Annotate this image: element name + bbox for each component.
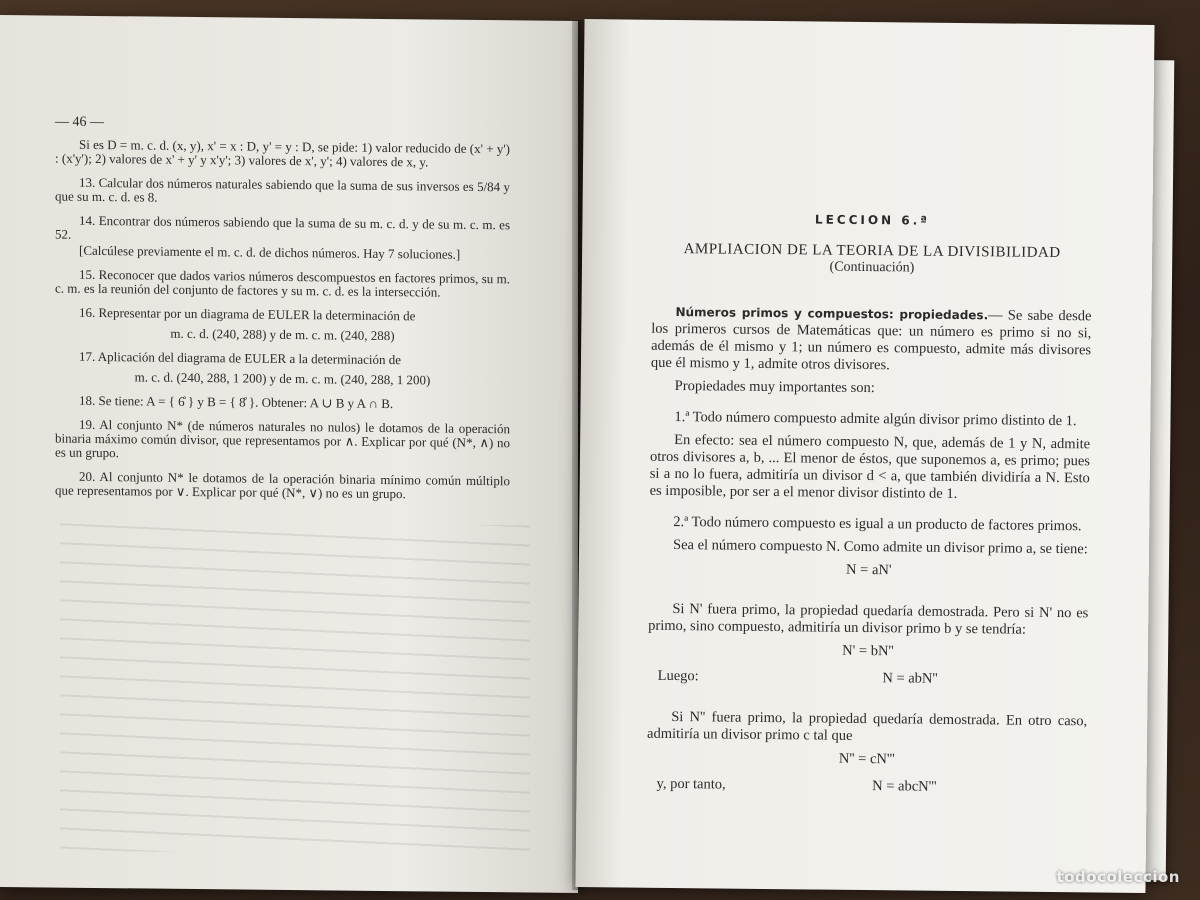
exercise-19: 19. Al conjunto N* (de números naturales no nulos) le dotamos de la operación binaria máximo común divisor, que representamos por ∧. Explicar por qué (N*, ∧) no es un grupo. — [55, 416, 510, 461]
exercise-14-hint: [Calcúlese previamente el m. c. d. de dichos números. Hay 7 soluciones.] — [79, 242, 461, 262]
property-2-step: Si N' fuera primo, la propiedad quedaría demostrada. Pero si N' no es primo, sino compuesto, admitiría un divisor primo b y se tendría: — [648, 600, 1089, 638]
por-tanto-line — [646, 776, 1086, 798]
formula-1: N = aN' — [846, 561, 892, 579]
exercise-17-formula: m. c. d. (240, 288, 1 200) y de m. c. m. (240, 288, 1 200) — [134, 369, 431, 388]
show-through-text — [60, 521, 530, 856]
property-2: 2.ª Todo número compuesto es igual a un producto de factores primos. — [673, 513, 1082, 535]
exercise-17: 17. Aplicación del diagrama de EULER a la determinación de — [79, 348, 401, 368]
por-tanto-label: y, por tanto, — [656, 775, 726, 793]
property-1-proof: En efecto: sea el número compuesto N, que, además de 1 y N, admite otros divisores a, b, ... El menor de éstos, que suponemos a, es primo; pues si a no lo fuera, admitiría un divisor d < a, que también dividiría a N. Esto es imposible, por ser a el menor divisor distinto de 1. — [649, 432, 1091, 502]
luego-line — [648, 668, 1088, 690]
section-body: — Se sabe desde los primeros cursos de Matemáticas que: un número es primo si no si, además de él mismo y 1; un número es compuesto, admite más divisores que él mismo y 1, admite otros divisores. — [650, 307, 1092, 374]
property-2-text: Sea el número compuesto N. Como admite un divisor primo a, se tiene: — [672, 536, 1088, 558]
formula-3: N = abN'' — [882, 670, 938, 687]
exercise-16: 16. Representar por un diagrama de EULER la determinación de — [79, 304, 416, 324]
exercise-13: 13. Calcular dos números naturales sabiendo que la suma de sus inversos es 5/84 y que su m. c. d. es 8. — [55, 174, 510, 205]
exercise-18: 18. Se tiene: A = { 6̊ } y B = { 8̊ }. Obtener: A ∪ B y A ∩ B. — [79, 392, 394, 412]
right-page — [575, 19, 1154, 893]
section-intro — [651, 304, 1092, 377]
right-page-text — [646, 210, 1092, 804]
page-number: — 46 — — [55, 114, 104, 131]
left-page — [0, 15, 578, 893]
section-heading: Números primos y compuestos: propiedades. — [675, 305, 989, 323]
property-2-step-2: Si N'' fuera primo, la propiedad quedaría demostrada. En otro caso, admitiría un divisor primo c tal que — [646, 708, 1088, 744]
lesson-subtitle: (Continuación) — [829, 259, 915, 276]
formula-5: N = abcN''' — [872, 778, 937, 795]
properties-intro: Propiedades muy importantes son: — [674, 378, 875, 397]
exercise-16-formula: m. c. d. (240, 288) y de m. c. m. (240, 288) — [170, 325, 395, 344]
lesson-title: AMPLIACION DE LA TEORIA DE LA DIVISIBILIDAD — [683, 241, 1061, 262]
luego-label: Luego: — [657, 667, 699, 685]
exercise-14: 14. Encontrar dos números sabiendo que la suma de su m. c. d. y de su m. c. m. es 52. — [55, 212, 510, 242]
watermark-logo: todocoleccion — [1056, 868, 1180, 886]
left-page-text — [55, 116, 510, 513]
formula-4: N'' = cN''' — [838, 750, 895, 768]
lesson-heading: LECCION 6.ª — [814, 212, 931, 228]
formula-2: N' = bN'' — [842, 642, 894, 660]
exercise-12: Si es D = m. c. d. (x, y), x' = x : D, y' = y : D, se pide: 1) valor reducido de (x' + y') : (x'y'); 2) valores de x' + y' y x'y'; 3) valores de x', y'; 4) valores de x, y. — [55, 136, 510, 170]
exercise-20: 20. Al conjunto N* le dotamos de la operación binaria mínimo común múltiplo que representamos por ∨. Explicar por qué (N*, ∨) no es un grupo. — [55, 468, 510, 502]
exercise-15: 15. Reconocer que dados varios números descompuestos en factores primos, su m. c. m. es la reunión del conjunto de factores y su m. c. d. es la intersección. — [55, 266, 510, 300]
property-1: 1.ª Todo número compuesto admite algún divisor primo distinto de 1. — [674, 409, 1077, 430]
